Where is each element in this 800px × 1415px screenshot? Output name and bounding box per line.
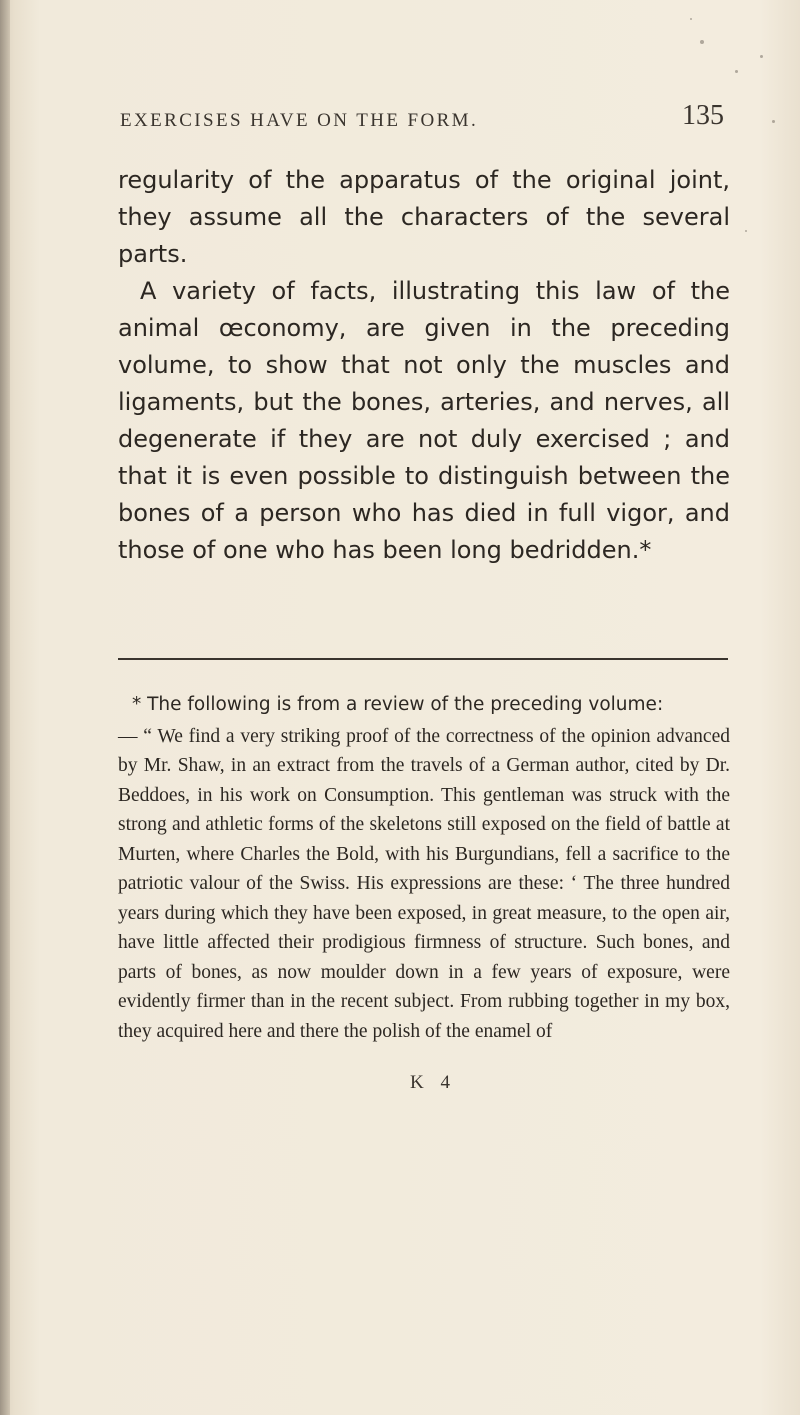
page-gutter-shadow (0, 0, 10, 1415)
foxing-speck (772, 120, 775, 123)
foxing-speck (700, 40, 704, 44)
signature-mark: K 4 (410, 1072, 456, 1093)
foxing-speck (735, 70, 738, 73)
paragraph-variety-of-facts: A variety of facts, illustrating this law of the animal œconomy, are given in the preceding volume, to show that not only the muscles and ligaments, but the bones, arteries, and nerves, all degenerate if they are not duly exercised ; and that it is even possible to distinguish between the bones of a person who has died in full vigor, and those of one who has been long bedridden.* (118, 277, 730, 564)
paragraph-continued: regularity of the apparatus of the original joint, they assume all the characters of the several parts. (118, 166, 730, 268)
foxing-speck (760, 55, 763, 58)
footnote (118, 690, 730, 1046)
foxing-speck (745, 230, 747, 232)
footnote-quote: — “ We find a very striking proof of the correctness of the opinion advanced by Mr. Shaw, in an extract from the travels of a German author, cited by Dr. Beddoes, in his work on Consumption. This gentleman was struck with the strong and athletic forms of the skeletons still exposed on the field of battle at Murten, where Charles the Bold, with his Burgundians, fell a sacrifice to the patriotic valour of the Swiss. His expressions are these: ‘ The three hundred years during which they have been exposed, in great measure, to the open air, have little affected their prodigious firmness of structure. Such bones, and parts of bones, as now moulder down in a few years of exposure, were evidently firmer than in the recent subject. From rubbing together in my box, they acquired here and there the polish of the enamel of (118, 725, 730, 1042)
running-head (120, 100, 730, 140)
foxing-speck (690, 18, 692, 20)
running-title: EXERCISES HAVE ON THE FORM. (120, 110, 479, 131)
footnote-intro: * The following is from a review of the preceding volume: (132, 694, 664, 715)
page-number: 135 (682, 100, 724, 131)
main-text (118, 162, 730, 569)
footnote-rule (118, 658, 728, 660)
